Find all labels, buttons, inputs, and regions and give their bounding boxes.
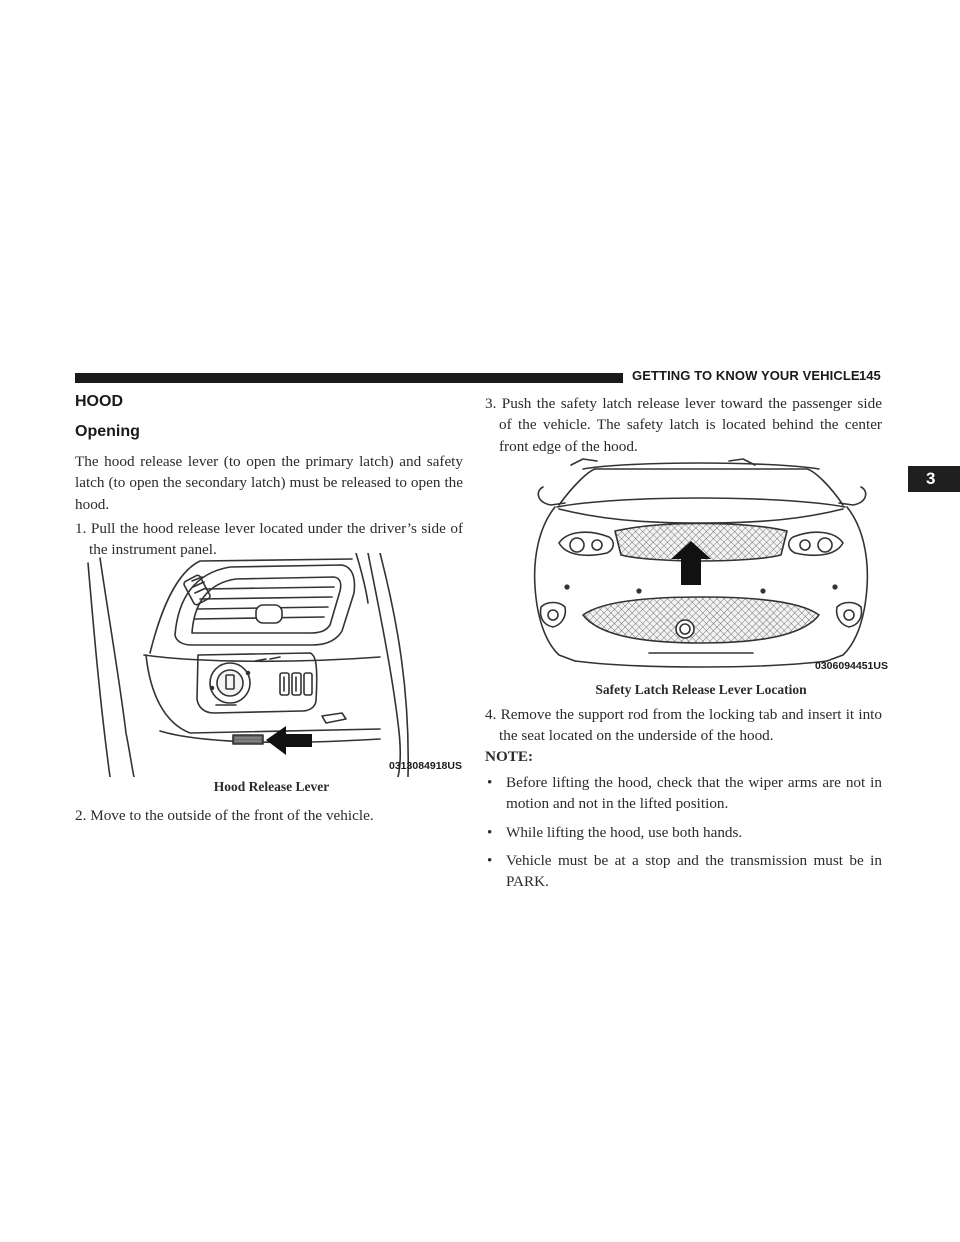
safety-latch-location-illustration (519, 457, 883, 675)
subsection-title: Opening (75, 423, 140, 440)
bullet-icon: • (487, 774, 493, 791)
figure-2-code: 0306094451US (815, 660, 888, 672)
list-item: • Vehicle must be at a stop and the transmission must be in PARK. (487, 851, 882, 891)
hood-release-lever-illustration (80, 553, 463, 777)
bullet-icon: • (487, 851, 493, 869)
header-rule (75, 373, 623, 383)
running-header-title: GETTING TO KNOW YOUR VEHICLE (632, 368, 860, 383)
step-4: 4. Remove the support rod from the locking tab and insert it into the seat located on the underside of the hood. (485, 706, 882, 745)
figure-2-caption: Safety Latch Release Lever Location (595, 682, 807, 697)
step-2: 2. Move to the outside of the front of the vehicle. (75, 807, 374, 824)
step-3: 3. Push the safety latch release lever toward the passenger side of the vehicle. The safety latch is located behind the center front edge of the hood. (485, 395, 882, 455)
page-number: 145 (859, 368, 881, 383)
figure-1-code: 0313084918US (389, 760, 462, 772)
note-list (485, 772, 882, 899)
step-1: 1. Pull the hood release lever located under the driver’s side of the instrument panel. (75, 520, 463, 559)
chapter-number: 3 (926, 469, 936, 488)
list-item: • Before lifting the hood, check that the wiper arms are not in motion and not in the lifted position. (487, 774, 882, 813)
note-title: NOTE: (485, 748, 534, 765)
chapter-tab (908, 466, 960, 492)
figure-1-caption: Hood Release Lever (213, 779, 330, 794)
section-title: HOOD (75, 393, 123, 410)
list-item: • While lifting the hood, use both hands. (485, 822, 882, 843)
intro-paragraph: The hood release lever (to open the primary latch) and safety latch (to open the secondary latch) must be released to open the hood. (75, 453, 463, 513)
bullet-icon: • (487, 823, 493, 841)
